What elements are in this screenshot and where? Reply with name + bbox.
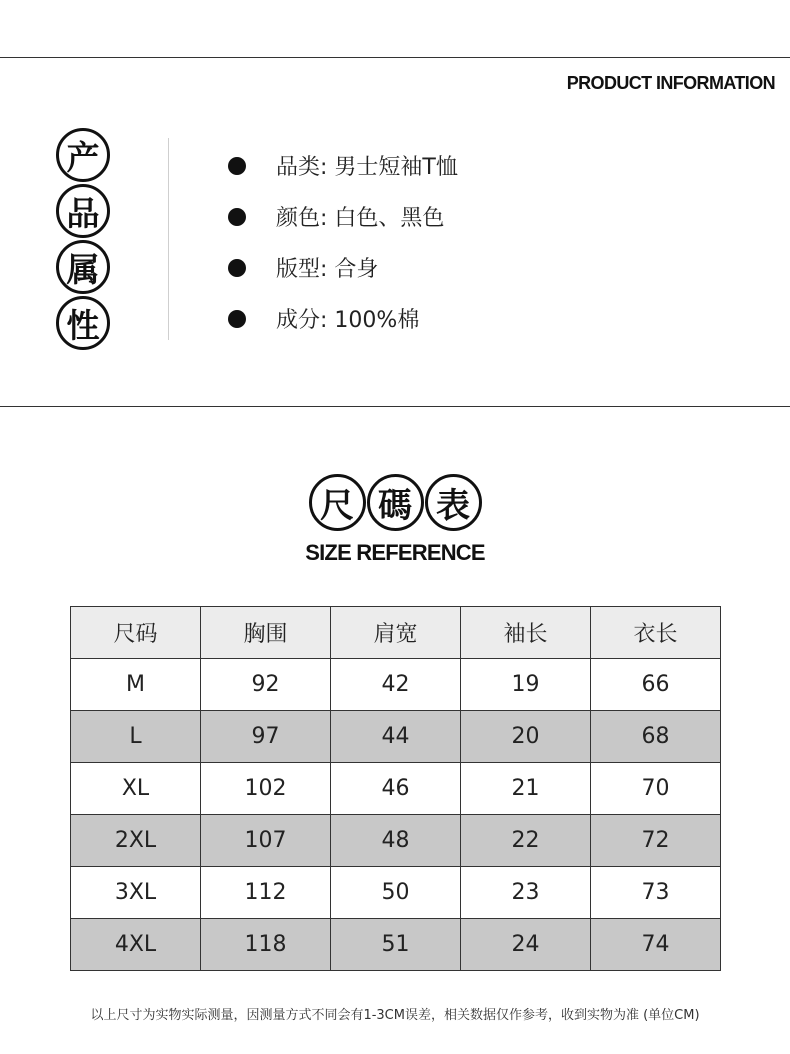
table-cell: 19 (461, 659, 591, 711)
attribute-color (228, 191, 458, 242)
table-row (71, 867, 721, 919)
attribute-fit (228, 242, 458, 293)
table-cell: 70 (591, 763, 721, 815)
table-cell: 97 (201, 711, 331, 763)
section-divider (0, 406, 790, 407)
table-cell: 102 (201, 763, 331, 815)
attribute-label: 版型 : (276, 252, 334, 283)
attributes-heading-char: 性 (56, 296, 110, 350)
table-cell: 44 (331, 711, 461, 763)
bullet-icon (228, 157, 246, 175)
column-header: 袖长 (461, 607, 591, 659)
table-cell: M (71, 659, 201, 711)
table-cell: 48 (331, 815, 461, 867)
bullet-icon (228, 259, 246, 277)
attributes-heading (56, 128, 116, 352)
size-table (70, 606, 721, 971)
column-header: 胸围 (201, 607, 331, 659)
column-header: 尺码 (71, 607, 201, 659)
table-cell: 51 (331, 919, 461, 971)
attributes-heading-char: 品 (56, 184, 110, 238)
table-cell: 3XL (71, 867, 201, 919)
attribute-material (228, 293, 458, 344)
table-row (71, 711, 721, 763)
table-cell: 46 (331, 763, 461, 815)
attribute-label: 成分 : (276, 303, 334, 334)
size-heading-char: 表 (425, 474, 482, 531)
table-cell: 68 (591, 711, 721, 763)
table-cell: 21 (461, 763, 591, 815)
attribute-value: 白色、黑色 (334, 206, 445, 231)
attribute-label: 品类 : (276, 150, 334, 181)
table-cell: 118 (201, 919, 331, 971)
size-reference-subtitle: SIZE REFERENCE (305, 540, 485, 565)
table-cell: 50 (331, 867, 461, 919)
table-cell: 24 (461, 919, 591, 971)
attribute-value: 100%棉 (334, 308, 420, 333)
bullet-icon (228, 208, 246, 226)
table-header-row (71, 607, 721, 659)
table-row (71, 815, 721, 867)
measurement-footnote: 以上尺寸为实物实际测量，因测量方式不同会有1-3CM误差，相关数据仅作参考，收到实物为准 (单位CM) (90, 1008, 700, 1023)
attribute-label: 颜色 : (276, 201, 334, 232)
table-cell: 20 (461, 711, 591, 763)
table-cell: 74 (591, 919, 721, 971)
bullet-icon (228, 310, 246, 328)
table-cell: 92 (201, 659, 331, 711)
attributes-divider (168, 138, 169, 340)
attribute-value: 合身 (334, 257, 379, 282)
table-cell: 4XL (71, 919, 201, 971)
table-cell: 66 (591, 659, 721, 711)
column-header: 衣长 (591, 607, 721, 659)
table-row (71, 763, 721, 815)
column-header: 肩宽 (331, 607, 461, 659)
table-cell: L (71, 711, 201, 763)
table-cell: 112 (201, 867, 331, 919)
table-cell: 2XL (71, 815, 201, 867)
attributes-heading-char: 产 (56, 128, 110, 182)
size-heading-char: 尺 (309, 474, 366, 531)
table-row (71, 659, 721, 711)
table-cell: 23 (461, 867, 591, 919)
top-divider (0, 57, 790, 58)
size-heading-char: 碼 (367, 474, 424, 531)
table-cell: XL (71, 763, 201, 815)
table-cell: 22 (461, 815, 591, 867)
table-cell: 42 (331, 659, 461, 711)
attribute-value: 男士短袖T恤 (334, 155, 458, 180)
table-cell: 73 (591, 867, 721, 919)
table-cell: 107 (201, 815, 331, 867)
attributes-list (228, 140, 458, 344)
table-cell: 72 (591, 815, 721, 867)
size-chart-heading (0, 474, 790, 531)
attributes-heading-char: 属 (56, 240, 110, 294)
attribute-category (228, 140, 458, 191)
table-row (71, 919, 721, 971)
product-info-title: PRODUCT INFORMATION (566, 73, 775, 93)
